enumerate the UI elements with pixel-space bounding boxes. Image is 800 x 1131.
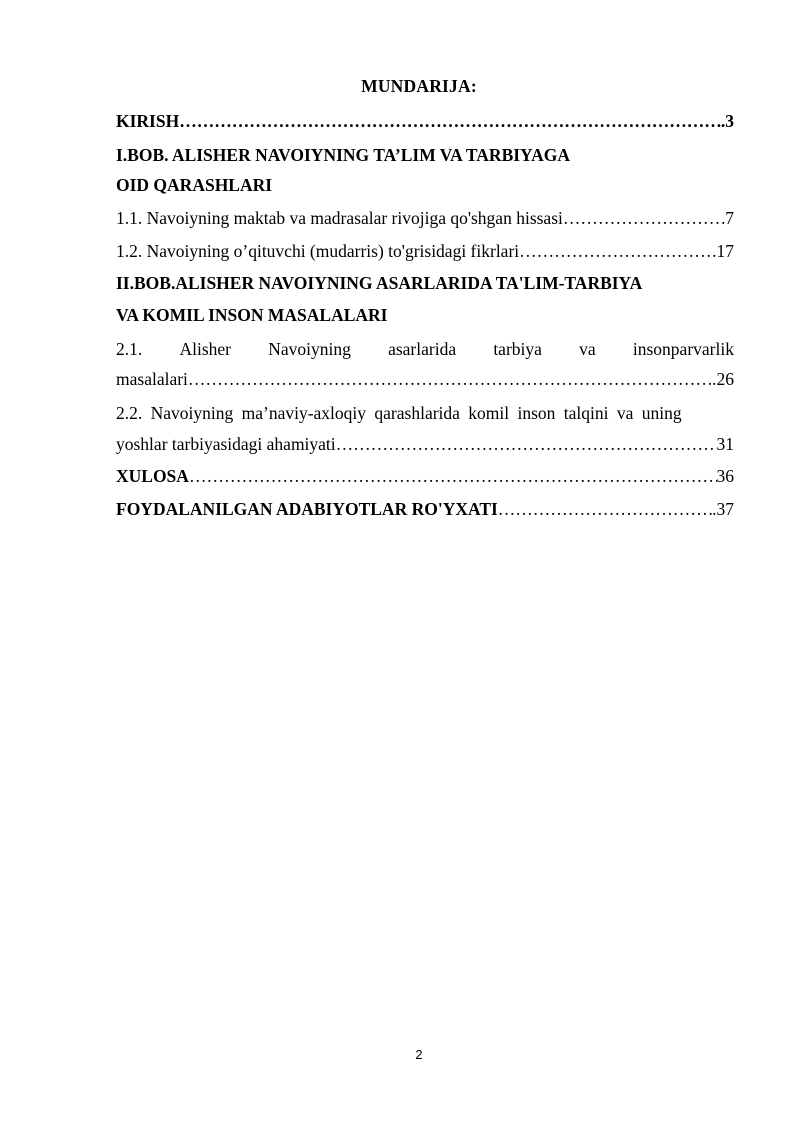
dot-leader <box>188 367 708 391</box>
toc-entry-kirish <box>116 109 734 133</box>
toc-entry-2-1-line1 <box>116 337 734 361</box>
toc-entry-2-2-line2 <box>116 432 734 456</box>
toc-entry-text: XULOSA <box>116 466 189 486</box>
toc-entry-text: yoshlar tarbiyasidagi ahamiyati <box>116 434 336 454</box>
toc-chapter-1-heading: I.BOB. ALISHER NAVOIYNING TA’LIM VA TARBIYAGA <box>116 145 570 165</box>
dot-leader <box>563 206 725 230</box>
page-number: 2 <box>415 1047 423 1062</box>
toc-entry-text: FOYDALANILGAN ADABIYOTLAR RO'YXATI <box>116 499 498 519</box>
toc-chapter-2-heading-cont: VA KOMIL INSON MASALALARI <box>116 305 388 325</box>
toc-entry-text: 1.2. Navoiyning o’qituvchi (mudarris) to'grisidagi fikrlari <box>116 241 520 261</box>
toc-entry-adabiyotlar <box>116 497 734 521</box>
toc-word: Alisher <box>179 339 231 359</box>
toc-chapter-2-heading: II.BOB.ALISHER NAVOIYNING ASARLARIDA TA'LIM-TARBIYA <box>116 273 643 293</box>
toc-word: va <box>579 339 596 359</box>
toc-word: Navoiyning <box>268 339 351 359</box>
dot-leader <box>189 464 717 488</box>
toc-entry-text: KIRISH <box>116 111 180 131</box>
toc-title: MUNDARIJA: <box>361 76 477 96</box>
toc-page-number: ..26 <box>707 369 734 389</box>
toc-page-number: 31 <box>716 434 734 454</box>
toc-entry-1-1 <box>116 206 734 230</box>
toc-entry-2-1-line2 <box>116 367 734 391</box>
toc-entry-text: 1.1. Navoiyning maktab va madrasalar rivojiga qo'shgan hissasi <box>116 208 563 228</box>
dot-leader <box>336 432 717 456</box>
toc-chapter-1-heading-cont: OID QARASHLARI <box>116 175 273 195</box>
dot-leader <box>498 497 712 521</box>
dot-leader <box>179 109 721 133</box>
toc-word: tarbiya <box>493 339 542 359</box>
toc-entry-text: masalalari <box>116 369 188 389</box>
toc-entry-xulosa <box>116 464 734 488</box>
toc-page-number: 36 <box>716 466 734 486</box>
dot-leader <box>519 239 712 263</box>
toc-page-number: .17 <box>712 241 734 261</box>
toc-word: insonparvarlik <box>632 339 734 359</box>
toc-page-number: .37 <box>712 499 734 519</box>
toc-entry-1-2 <box>116 239 734 263</box>
toc-entry-2-2-line1: 2.2. Navoiyning ma’naviy-axloqiy qarashlarida komil inson talqini va uning <box>116 403 682 423</box>
toc-page-number: 7 <box>725 208 734 228</box>
toc-word: 2.1. <box>116 339 143 359</box>
toc-page-number: .3 <box>720 111 734 131</box>
toc-word: asarlarida <box>388 339 457 359</box>
